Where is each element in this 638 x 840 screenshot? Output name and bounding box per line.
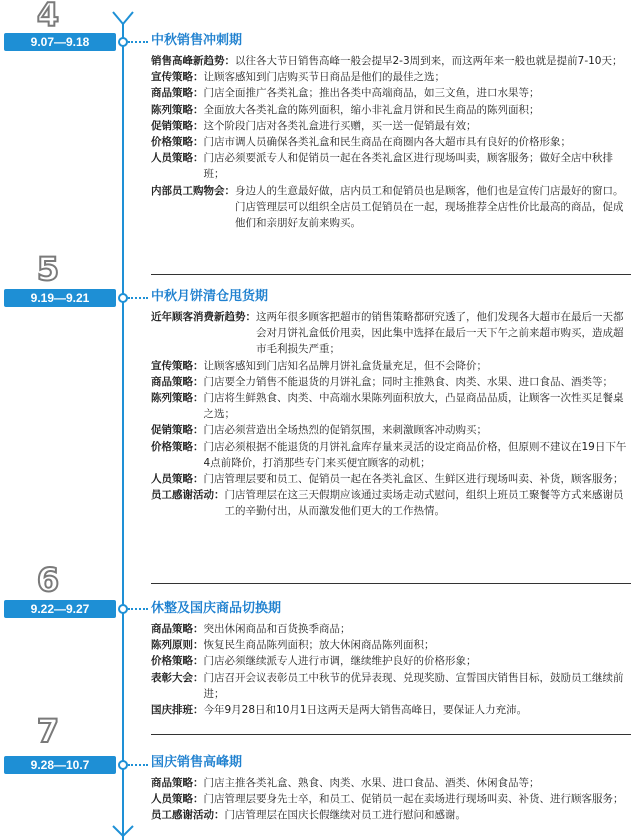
strategy-label: 销售高峰新趋势： xyxy=(151,55,235,67)
timeline-line xyxy=(122,24,124,840)
strategy-text: 突出休闲商品和百货换季商品； xyxy=(203,623,351,635)
date-badge: 9.28—10.7 xyxy=(4,756,116,774)
strategy-text: 今年9月28日和10月1日这两天是两大销售高峰日，要保证人力充沛。 xyxy=(203,704,528,717)
svg-text:7: 7 xyxy=(36,716,60,746)
strategy-text: 门店要全力销售不能退货的月饼礼盒；同时主推熟食、肉类、水果、进口食品、酒类等； xyxy=(203,375,613,388)
strategy-label: 商品策略： xyxy=(151,777,204,789)
strategy-text: 身边人的生意最好做，店内员工和促销员也是顾客，他们也是宣传门店最好的窗口。门店管理层可以组织全店员工促销员在一起，现场推荐全店性价比最高的商品，促成他们和亲朋好友前来购买。 xyxy=(235,184,624,230)
strategy-text: 门店主推各类礼盒、熟食、肉类、水果、进口食品、酒类、休闲食品等； xyxy=(203,777,540,789)
strategy-row xyxy=(151,85,633,101)
strategy-row xyxy=(151,621,633,637)
strategy-label: 陈列原则： xyxy=(151,639,204,652)
strategy-label: 国庆排班： xyxy=(151,704,204,717)
svg-text:6: 6 xyxy=(36,565,60,595)
strategy-row xyxy=(151,670,633,702)
strategy-row xyxy=(151,439,633,471)
strategy-label: 宣传策略： xyxy=(151,359,204,372)
strategy-row xyxy=(151,390,633,422)
strategy-text: 门店管理层在这三天假期应该通过卖场走动式慰问，组织上班员工聚餐等方式来感谢员工的辛勤付出，从而激发他们更大的工作热情。 xyxy=(224,489,624,518)
strategy-text: 门店必须要派专人和促销员一起在各类礼盒区进行现场叫卖，顾客服务；做好全店中秋排班； xyxy=(203,152,613,181)
strategy-row xyxy=(151,775,633,791)
strategy-label: 价格策略： xyxy=(151,655,204,668)
timeline-connector xyxy=(128,608,148,610)
strategy-label: 近年顾客消费新趋势： xyxy=(151,311,256,323)
strategy-label: 陈列策略： xyxy=(151,392,204,405)
strategy-row xyxy=(151,118,633,134)
section-title: 中秋月饼清仓甩货期 xyxy=(151,289,269,304)
timeline-dot xyxy=(118,37,128,47)
timeline-connector xyxy=(128,764,148,766)
strategy-text: 让顾客感知到门店购买节日商品是他们的最佳之选； xyxy=(203,71,445,84)
strategy-label: 人员策略： xyxy=(151,152,204,165)
timeline-dot xyxy=(118,604,128,614)
timeline-connector xyxy=(128,297,148,299)
strategy-row xyxy=(151,791,633,807)
strategy-label: 内部员工购物会： xyxy=(151,184,235,197)
timeline-connector xyxy=(128,41,148,43)
strategy-text: 门店召开会议表彰员工中秋节的优异表现、兑现奖励、宣誓国庆销售目标，鼓励员工继续前进； xyxy=(203,671,624,700)
strategy-text: 门店将生鲜熟食、肉类、中高端水果陈列面积放大，凸显商品品质，让顾客一次性买足餐桌之选； xyxy=(203,392,624,421)
date-badge: 9.07—9.18 xyxy=(4,33,116,51)
strategy-text: 门店全面推广各类礼盒；推出各类中高端商品，如三文鱼，进口水果等； xyxy=(203,87,540,100)
strategy-row xyxy=(151,358,633,374)
strategy-label: 宣传策略： xyxy=(151,71,204,84)
timeline-dot xyxy=(118,293,128,303)
strategy-label: 员工感谢活动： xyxy=(151,489,225,502)
strategy-text: 这个阶段门店对各类礼盒进行买赠，买一送一促销最有效； xyxy=(203,119,477,132)
strategy-row xyxy=(151,309,633,358)
strategy-row xyxy=(151,69,633,85)
strategy-row xyxy=(151,471,633,487)
timeline-arrow-bottom-icon xyxy=(111,824,135,840)
strategy-row xyxy=(151,134,633,150)
strategy-text: 门店管理层在国庆长假继续对员工进行慰问和感谢。 xyxy=(224,809,466,822)
section-national-day-peak xyxy=(151,753,633,824)
strategy-row xyxy=(151,653,633,669)
section-rest-and-national-day-switch xyxy=(151,599,633,718)
section-mooncake-clearance xyxy=(151,287,633,520)
strategy-label: 商品策略： xyxy=(151,375,204,388)
strategy-label: 促销策略： xyxy=(151,424,204,437)
strategy-label: 员工感谢活动： xyxy=(151,809,225,822)
section-divider xyxy=(151,734,631,735)
strategy-text: 门店必须继续派专人进行市调，继续维护良好的价格形象； xyxy=(203,655,477,668)
strategy-label: 促销策略： xyxy=(151,119,204,132)
strategy-row xyxy=(151,150,633,182)
strategy-text: 门店管理层要和员工、促销员一起在各类礼盒区、生鲜区进行现场叫卖、补货，顾客服务； xyxy=(203,473,624,486)
strategy-row xyxy=(151,637,633,653)
section-title: 中秋销售冲刺期 xyxy=(151,33,243,48)
strategy-text: 恢复民生商品陈列面积；放大休闲商品陈列面积； xyxy=(203,639,435,652)
strategy-row xyxy=(151,374,633,390)
strategy-label: 商品策略： xyxy=(151,623,204,635)
strategy-row xyxy=(151,487,633,519)
section-title: 休整及国庆商品切换期 xyxy=(151,601,282,616)
date-badge: 9.22—9.27 xyxy=(4,600,116,618)
strategy-text: 门店必须营造出全场热烈的促销氛围，来刺激顾客冲动购买； xyxy=(203,424,487,437)
section-title: 国庆销售高峰期 xyxy=(151,755,243,770)
strategy-label: 人员策略： xyxy=(151,793,204,806)
strategy-text: 门店必须根据不能退货的月饼礼盒库存量来灵活的设定商品价格，但原则不建议在19日下午4点前降价，打消那些专门来买便宜顾客的动机； xyxy=(203,440,627,469)
strategy-label: 价格策略： xyxy=(151,440,204,453)
strategy-label: 人员策略： xyxy=(151,473,204,486)
strategy-row xyxy=(151,422,633,438)
date-badge: 9.19—9.21 xyxy=(4,289,116,307)
timeline-dot xyxy=(118,760,128,770)
timeline-arrow-top-icon xyxy=(111,10,135,30)
svg-text:5: 5 xyxy=(36,254,60,284)
strategy-text: 门店市调人员确保各类礼盒和民生商品在商圈内各大超市具有良好的价格形象； xyxy=(203,136,571,149)
strategy-text: 以往各大节日销售高峰一般会提早2-3周到来，而这两年来一般也就是提前7-10天； xyxy=(235,55,623,67)
section-number xyxy=(28,716,68,746)
section-mid-autumn-sprint xyxy=(151,31,633,231)
section-number xyxy=(28,254,68,284)
strategy-text: 全面放大各类礼盒的陈列面积，缩小非礼盒月饼和民生商品的陈列面积； xyxy=(203,103,540,116)
strategy-text: 门店管理层要身先士卒，和员工、促销员一起在卖场进行现场叫卖、补货、进行顾客服务； xyxy=(203,793,624,806)
strategy-label: 商品策略： xyxy=(151,87,204,100)
strategy-row xyxy=(151,702,633,718)
strategy-row xyxy=(151,53,633,69)
svg-text:4: 4 xyxy=(36,0,60,30)
strategy-label: 陈列策略： xyxy=(151,103,204,116)
strategy-row xyxy=(151,102,633,118)
strategy-row xyxy=(151,807,633,823)
strategy-label: 表彰大会： xyxy=(151,671,204,684)
section-number xyxy=(28,0,68,30)
strategy-text: 让顾客感知到门店知名品牌月饼礼盒货量充足，但不会降价； xyxy=(203,359,487,372)
section-divider xyxy=(151,583,631,584)
section-number xyxy=(28,565,68,595)
section-divider xyxy=(151,274,631,275)
strategy-text: 这两年很多顾客把超市的销售策略都研究透了，他们发现各大超市在最后一天都会对月饼礼盒低价甩卖，因此集中选择在最后一天下午之前来超市购买，造成超市毛利损失严重； xyxy=(256,311,624,356)
strategy-row xyxy=(151,183,633,232)
strategy-label: 价格策略： xyxy=(151,136,204,149)
